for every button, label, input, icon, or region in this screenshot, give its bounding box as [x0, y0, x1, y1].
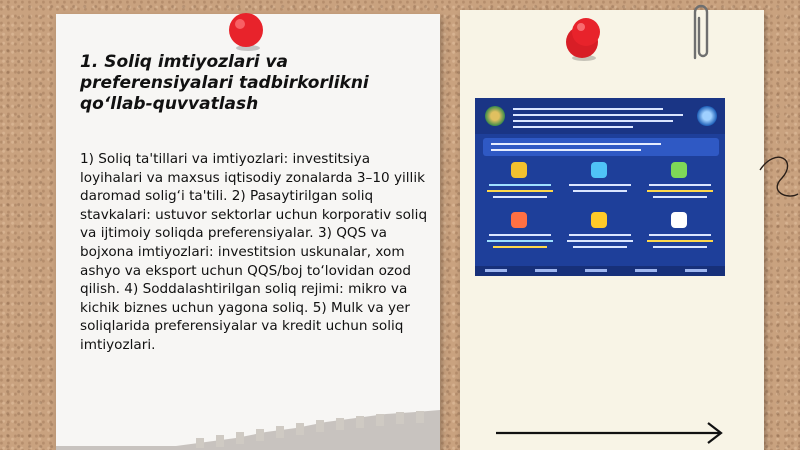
torn-paper-edge	[56, 410, 440, 450]
left-note-paper	[56, 14, 440, 450]
pushpin-icon	[560, 14, 606, 64]
slide-title: 1. Soliq imtiyozlari va preferensiyalari tadbirkorlikni qo‘llab-quvvatlash	[80, 52, 369, 114]
slide-body-text: 1) Soliq ta'tillari va imtiyozlari: investitsiya loyihalari va maxsus iqtisodiy zonalarda 3–10 yillik daromad solig‘i ta'tili. 2) Pasaytirilgan soliq stavkalari: ustuvor sektorlar uchun korporativ soliq va ijtimoiy soliqda preferensiyalar. 3) QQS va bojxona imtiyozlari: investitsion uskunalar, xom ashyo va eksport uchun QQS/boj to‘lovidan ozod qilish. 4) Soddalashtirilgan soliq rejimi: mikro va kichik biznes uchun yagona soliq. 5) Mulk va yer soliqlarida preferensiyalar va kredit uchun soliq imtiyozlari.	[80, 151, 428, 353]
paperclip-icon	[686, 0, 712, 64]
infographic-header	[475, 98, 725, 134]
infographic-item	[643, 210, 717, 260]
emblem-icon	[485, 106, 505, 126]
infographic-item	[643, 160, 717, 210]
string-decoration	[758, 150, 800, 210]
infographic-item	[483, 160, 557, 210]
emblem-icon	[697, 106, 717, 126]
infographic-item	[483, 210, 557, 260]
infographic-item	[563, 160, 637, 210]
pushpin-icon	[224, 10, 268, 54]
infographic-footer	[475, 266, 725, 276]
infographic-item	[563, 210, 637, 260]
infographic-banner	[483, 138, 719, 156]
infographic-image	[475, 98, 725, 276]
arrow-right-icon	[494, 420, 726, 446]
